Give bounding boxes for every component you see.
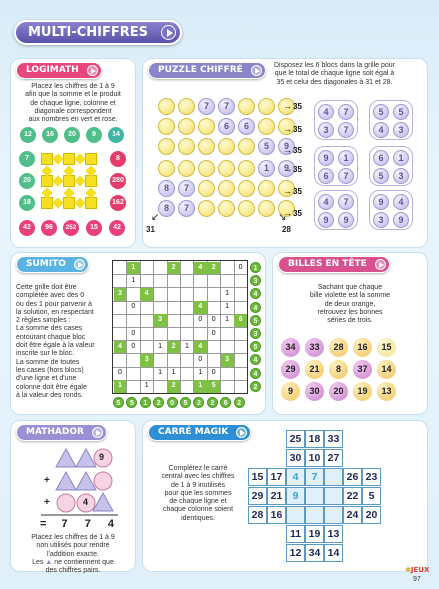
block-number: 1 — [393, 150, 409, 166]
sumito-cell: 0 — [131, 329, 136, 337]
diag-left-label: 31 — [146, 225, 155, 234]
empty-cell[interactable] — [158, 118, 175, 135]
answer-cell[interactable] — [63, 175, 75, 187]
product-circle: 280 — [110, 173, 126, 189]
magic-cell: 17 — [267, 468, 286, 486]
sumito-block: 2 — [167, 262, 180, 275]
play-icon — [161, 25, 176, 40]
center-given-cell: 9 — [286, 487, 305, 505]
sumito-col-values — [112, 397, 252, 410]
col-sum-circle: 2 — [207, 397, 218, 408]
sumito-block: 2 — [207, 262, 220, 275]
bille[interactable]: 9 — [281, 382, 300, 401]
magic-cell: 19 — [305, 525, 324, 543]
row-sum-circle: 3 — [250, 275, 261, 286]
bille[interactable]: 19 — [353, 382, 372, 401]
given-number: 6 — [238, 118, 255, 135]
block-number: 9 — [373, 194, 389, 210]
block-number: 9 — [318, 150, 334, 166]
magic-cell: 34 — [305, 544, 324, 562]
sumito-block: 2 — [167, 341, 180, 354]
empty-cell[interactable] — [158, 160, 175, 177]
sumito-block: 2 — [167, 380, 180, 393]
sumito-title: SUMITO — [16, 256, 89, 273]
magic-cell: 13 — [324, 525, 343, 543]
magic-cell: 29 — [248, 487, 267, 505]
col-sum-circle: 6 — [220, 397, 231, 408]
given-number: 9 — [278, 160, 295, 177]
given-number: 6 — [218, 118, 235, 135]
magic-cell: 26 — [343, 468, 362, 486]
block-number: 7 — [338, 168, 354, 184]
mathador-puzzle — [36, 444, 126, 524]
col-sum-circle: 2 — [153, 397, 164, 408]
sum-circle: 20 — [64, 127, 80, 143]
block-number: 5 — [373, 168, 389, 184]
sumito-cell: 1 — [144, 382, 149, 390]
product-circle: 162 — [110, 195, 126, 211]
puzzle-block[interactable] — [369, 100, 413, 140]
product-circle: 252 — [63, 220, 79, 236]
empty-cell[interactable] — [238, 180, 255, 197]
play-icon — [74, 259, 85, 270]
sumito-cell: 1 — [225, 303, 230, 311]
sum-circle: 7 — [19, 151, 35, 167]
magic-cell: 18 — [305, 430, 324, 448]
sumito-block: 1 — [194, 380, 207, 393]
empty-cell[interactable] — [238, 160, 255, 177]
empty-cell[interactable] — [178, 98, 195, 115]
center-empty-cell[interactable] — [324, 487, 343, 505]
magic-cell: 33 — [324, 430, 343, 448]
triangle-icon: ▲ — [45, 558, 53, 566]
empty-cell[interactable] — [158, 98, 175, 115]
carre-instructions: Complétez le carré central avec les chiffres de 1 à 9 inutilisés pour que les sommes de chaque ligne et chaque colonne soient identiques. — [161, 465, 235, 522]
block-number: 3 — [373, 212, 389, 228]
diag-right-label: 28 — [282, 225, 291, 234]
sum-circle: 12 — [20, 127, 36, 143]
sumito-cell: 1 — [171, 369, 176, 377]
logimath-title: LOGIMATH — [16, 62, 102, 79]
center-empty-cell[interactable] — [305, 487, 324, 505]
sumito-cell: 0 — [211, 369, 216, 377]
billes-instructions: Sachant que chaque bille violette est la somme de deux orange, retrouvez les bonnes séries de trois. — [309, 284, 391, 325]
empty-cell[interactable] — [178, 118, 195, 135]
answer-cell[interactable] — [41, 175, 53, 187]
bille[interactable]: 30 — [305, 382, 324, 401]
play-icon — [87, 65, 98, 76]
sumito-block: 1 — [127, 262, 140, 275]
row-sum-circle: 5 — [250, 341, 261, 352]
sumito-cell: 0 — [238, 263, 243, 271]
block-number: 3 — [393, 168, 409, 184]
sumito-block: 5 — [207, 380, 220, 393]
billes-grid — [281, 338, 411, 408]
page-header — [14, 20, 182, 45]
block-number: 3 — [318, 122, 334, 138]
puzzle-block[interactable] — [369, 190, 413, 230]
sumito-block: 3 — [221, 354, 234, 367]
bille[interactable]: 34 — [281, 338, 300, 357]
carre-title: CARRÉ MAGIK — [148, 424, 251, 441]
block-number: 6 — [318, 168, 334, 184]
puzzle-block[interactable] — [314, 146, 358, 186]
logimath-instructions: Placez les chiffres de 1 à 9 afin que la somme et le produit de chaque ligne, colonne et diagonale correspondent aux nombres en vert et rose. — [25, 83, 121, 124]
magic-cell: 30 — [286, 449, 305, 467]
sumito-block: 3 — [154, 314, 167, 327]
diag-left-arrow: ↙ — [151, 212, 160, 223]
sumito-cell: 1 — [225, 316, 230, 324]
row-sum-circle: 4 — [250, 354, 261, 365]
magic-cell: 23 — [362, 468, 381, 486]
row-sum-circle: 2 — [250, 381, 261, 392]
col-sum-circle: 5 — [180, 397, 191, 408]
magic-cell: 11 — [286, 525, 305, 543]
given-number: 7 — [218, 98, 235, 115]
empty-cell[interactable] — [258, 180, 275, 197]
sumito-cell: 1 — [198, 369, 203, 377]
sumito-block: 4 — [194, 301, 207, 314]
row-sum-circle: 3 — [250, 328, 261, 339]
carre-grid — [248, 430, 383, 565]
diag-right-arrow: ↘ — [278, 212, 287, 223]
block-number: 7 — [338, 194, 354, 210]
given-number: 7 — [178, 200, 195, 217]
block-number: 4 — [373, 122, 389, 138]
block-number: 4 — [318, 104, 334, 120]
bille[interactable]: 20 — [329, 382, 348, 401]
answer-cell[interactable] — [63, 197, 75, 209]
logimath-grid — [16, 125, 131, 240]
row-sum-circle: 5 — [250, 315, 261, 326]
given-number: 7 — [198, 98, 215, 115]
given-number: 8 — [158, 180, 175, 197]
empty-cell[interactable] — [198, 138, 215, 155]
answer-cell[interactable] — [85, 197, 97, 209]
bille[interactable]: 28 — [329, 338, 348, 357]
product-circle: 42 — [109, 220, 125, 236]
center-empty-cell[interactable] — [324, 506, 343, 524]
empty-cell[interactable] — [238, 98, 255, 115]
col-sum-circle: 2 — [193, 397, 204, 408]
answer-cell[interactable] — [85, 175, 97, 187]
bille[interactable]: 15 — [377, 338, 396, 357]
block-number: 5 — [393, 104, 409, 120]
puzzle-title: PUZZLE CHIFFRÉ — [148, 62, 266, 79]
product-circle: 96 — [41, 220, 57, 236]
sumito-cell: 1 — [184, 342, 189, 350]
center-given-cell: 7 — [305, 468, 324, 486]
bille[interactable]: 29 — [281, 360, 300, 379]
puzzle-block[interactable] — [369, 146, 413, 186]
block-number: 7 — [338, 104, 354, 120]
sumito-block: 3 — [140, 354, 153, 367]
given-digit: 9 — [99, 452, 105, 462]
puzzle-block[interactable] — [314, 190, 358, 230]
bille[interactable]: 13 — [377, 382, 396, 401]
col-sum-circle: 0 — [167, 397, 178, 408]
given-number: 1 — [258, 160, 275, 177]
sumito-cell: 0 — [198, 355, 203, 363]
sumito-block: 6 — [234, 314, 247, 327]
empty-cell[interactable] — [238, 138, 255, 155]
product-circle: 42 — [19, 220, 35, 236]
bille[interactable]: 16 — [353, 338, 372, 357]
sumito-block: 1 — [114, 380, 127, 393]
given-number: 9 — [278, 138, 295, 155]
sum-circle: 20 — [19, 173, 35, 189]
magic-cell: 24 — [343, 506, 362, 524]
block-number: 1 — [338, 150, 354, 166]
empty-cell[interactable] — [218, 160, 235, 177]
magic-cell: 22 — [343, 487, 362, 505]
empty-cell[interactable] — [198, 200, 215, 217]
result-digit: 4 — [107, 518, 114, 530]
empty-cell[interactable] — [218, 138, 235, 155]
magic-cell: 15 — [248, 468, 267, 486]
col-sum-circle: 5 — [113, 397, 124, 408]
bille[interactable]: 37 — [353, 360, 372, 379]
equals-sign: = — [40, 518, 47, 530]
magic-cell: 20 — [362, 506, 381, 524]
bille[interactable]: 33 — [305, 338, 324, 357]
sumito-cell: 0 — [211, 329, 216, 337]
col-sum-circle: 2 — [234, 397, 245, 408]
empty-cell[interactable] — [178, 138, 195, 155]
block-number: 3 — [393, 122, 409, 138]
row-sum-circle: 4 — [250, 368, 261, 379]
product-circle: 8 — [110, 151, 126, 167]
row-sum-circle: 4 — [250, 302, 261, 313]
play-icon — [236, 427, 247, 438]
mathador-result — [40, 518, 114, 530]
empty-cell[interactable] — [198, 118, 215, 135]
sumito-block: 4 — [140, 288, 153, 301]
given-number: 7 — [178, 180, 195, 197]
sum-circle: 18 — [19, 195, 35, 211]
puzzle-blocks — [314, 100, 424, 230]
given-number: 8 — [158, 200, 175, 217]
sumito-cell: 1 — [158, 342, 163, 350]
star-icon: ✱ — [405, 566, 411, 574]
answer-cell[interactable] — [63, 153, 75, 165]
footer-brand: ✱JEUX — [405, 566, 430, 574]
given-digit: 4 — [83, 497, 89, 507]
sumito-cell: 0 — [131, 303, 136, 311]
sumito-cell: 1 — [158, 369, 163, 377]
empty-cell[interactable] — [258, 98, 275, 115]
magic-cell: 10 — [305, 449, 324, 467]
block-number: 6 — [373, 150, 389, 166]
sumito-block: 4 — [114, 341, 127, 354]
center-empty-cell[interactable] — [286, 506, 305, 524]
answer-cell[interactable] — [41, 153, 53, 165]
answer-cell[interactable] — [41, 197, 53, 209]
magic-cell: 5 — [362, 487, 381, 505]
plus-sign: + — [44, 475, 50, 486]
mathador-instructions: Placez les chiffres de 1 à 9 non utilisés pour rendre l'addition exacte. Les ▲ ne contiennent que des chiffres pairs. — [31, 534, 115, 575]
sumito-cell: 1 — [225, 289, 230, 297]
block-number: 9 — [393, 212, 409, 228]
bille[interactable]: 14 — [377, 360, 396, 379]
puzzle-grid — [158, 98, 298, 228]
magic-cell: 16 — [267, 506, 286, 524]
puzzle-block[interactable] — [314, 100, 358, 140]
empty-cell[interactable] — [258, 200, 275, 217]
mathador-title: MATHADOR — [16, 424, 107, 441]
empty-cell[interactable] — [218, 200, 235, 217]
page-number: 97 — [413, 576, 421, 583]
sumito-block: 3 — [114, 288, 127, 301]
row-sum-circle: 1 — [250, 262, 261, 273]
sumito-block: 4 — [194, 262, 207, 275]
sumito-cell: 1 — [131, 276, 136, 284]
magic-cell: 14 — [324, 544, 343, 562]
result-digit: 7 — [84, 518, 91, 530]
page-title: MULTI-CHIFFRES — [28, 25, 148, 40]
magic-cell: 25 — [286, 430, 305, 448]
center-empty-cell[interactable] — [305, 506, 324, 524]
empty-cell[interactable] — [258, 118, 275, 135]
sumito-cell: 0 — [211, 316, 216, 324]
block-number: 4 — [393, 194, 409, 210]
center-given-cell: 4 — [286, 468, 305, 486]
bille[interactable]: 21 — [305, 360, 324, 379]
answer-cell[interactable] — [85, 153, 97, 165]
play-icon — [92, 427, 103, 438]
empty-cell[interactable] — [158, 138, 175, 155]
empty-cell[interactable] — [218, 180, 235, 197]
billes-title: BILLES EN TÊTE — [278, 256, 390, 273]
sumito-row-values — [250, 261, 263, 395]
magic-cell: 28 — [248, 506, 267, 524]
magic-cell: 27 — [324, 449, 343, 467]
empty-cell[interactable] — [198, 180, 215, 197]
plus-sign: + — [44, 497, 50, 508]
sumito-instructions: Cette grille doit être complétée avec des 0 ou des 1 pour parvenir à la solution, en respectant 2 règles simples : La somme des cases entourant chaque bloc doit être égale à la valeur inscrite sur le bloc. La somme de toutes les cases (hors blocs) d'une ligne et d'une colonne doit être égale à la valeur des ronds. — [16, 284, 95, 399]
play-icon — [375, 259, 386, 270]
block-number: 5 — [373, 104, 389, 120]
magic-cell: 12 — [286, 544, 305, 562]
sum-circle: 9 — [86, 127, 102, 143]
sumito-cell: 0 — [131, 342, 136, 350]
block-number: 4 — [318, 194, 334, 210]
block-number: 9 — [338, 212, 354, 228]
col-sum-circle: 1 — [140, 397, 151, 408]
empty-cell[interactable] — [238, 200, 255, 217]
row-sum-circle: 4 — [250, 288, 261, 299]
magic-cell: 21 — [267, 487, 286, 505]
sum-circle: 14 — [108, 127, 124, 143]
block-number: 7 — [338, 122, 354, 138]
col-sum-circle: 5 — [126, 397, 137, 408]
sumito-grid — [112, 260, 248, 394]
sumito-block: 4 — [194, 341, 207, 354]
sum-circle: 16 — [42, 127, 58, 143]
empty-cell[interactable] — [178, 160, 195, 177]
empty-cell[interactable] — [198, 160, 215, 177]
bille[interactable]: 8 — [329, 360, 348, 379]
sumito-cell: 0 — [198, 316, 203, 324]
block-number: 9 — [318, 212, 334, 228]
given-number: 5 — [258, 138, 275, 155]
product-circle: 15 — [86, 220, 102, 236]
sumito-cell: 0 — [117, 369, 122, 377]
result-digit: 7 — [61, 518, 68, 530]
center-empty-cell[interactable] — [324, 468, 343, 486]
puzzle-instructions: Disposez les 6 blocs dans la grille pour que le total de chaque ligne soit égal à 35 et celui des diagonales à 31 et 28. — [273, 62, 395, 86]
